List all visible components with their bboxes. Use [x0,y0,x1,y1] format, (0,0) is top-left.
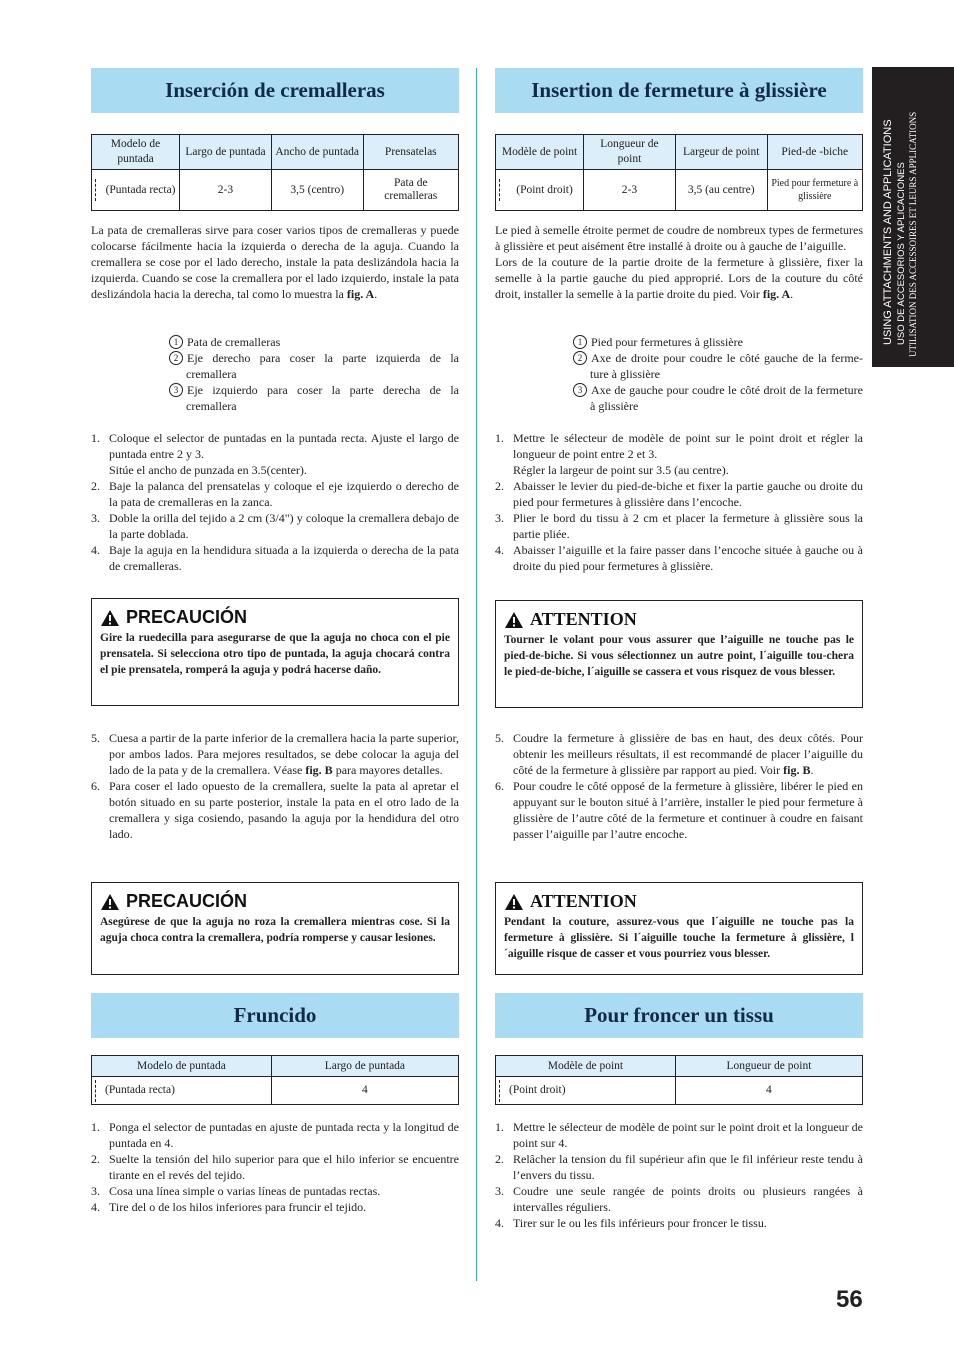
straight-stitch-icon [499,1080,500,1102]
table-cell: (Point droit) [496,1077,676,1105]
table-header: Modèle de point [496,135,584,170]
side-tab-label-en: USING ATTACHMENTS AND APPLICATIONS [882,119,894,345]
list-item: 2. Abaisser le levier du pied-de-biche et fixer la partie gauche ou droite du pied pour fermetures à glissière dans l’encoche. [495,479,863,509]
legend-list-es [169,334,459,414]
column-divider [476,68,477,1281]
legend-item: 2 Axe de droite pour coudre le côté gauche de la ferme-ture à glissière [573,350,863,382]
zipper-spec-table-es [91,134,459,211]
legend-item: 3 Axe de gauche pour coudre le côté droit de la fermeture à glissière [573,382,863,414]
list-item: 4. Tirer sur le ou les fils inférieurs pour froncer le tissu. [495,1216,767,1230]
caution-box-2-es [91,882,459,975]
warning-icon [100,609,120,627]
table-header: Largeur de point [675,135,767,170]
list-item: 6. Pour coudre le côté opposé de la fermeture à glissière, libérer le pied en appuyant sur le bouton situé à l’arrière, installer le pied pour fermeture à glissière de l’autre côté de la fermeture et continuer à coudre en faisant passer l’aiguille par l’autre encoche. [495,779,863,841]
list-item: 1. Coloque el selector de puntadas en la puntada recta. Ajuste el largo de puntada entre 2 y 3. Sitúe el ancho de punzada en 3.5(center). [91,431,459,477]
attention-text: Tourner le volant pour vous assurer que l’aiguille ne touche pas le pied-de-biche. Si vous sélectionnez un autre point, l´aiguille tou-chera le pied-de-biche, l´aiguille se cassera et vous risquez de vous blesser. [504,634,854,678]
list-item: 3. Coudre une seule rangée de points droits ou plusieurs rangées à intervalles réguliers. [495,1184,863,1214]
section-title-gathering-es: Fruncido [91,993,459,1038]
zipper-steps-fr [495,430,863,574]
gathering-steps-fr [495,1119,863,1231]
list-item: 3. Plier le bord du tissu à 2 cm et placer la fermeture à glissière sous la partie pliée. [495,511,863,541]
zipper-steps-2-es [91,730,459,842]
caution-text: Gire la ruedecilla para asegurarse de que la aguja no choca con el pie prensatela. Si selecciona otro tipo de puntada, la aguja chocará contra el pie prensatela, romperá la aguja y podrá hacerse daño. [100,632,450,676]
caution-box-1-es [91,598,459,706]
caution-text: Asegúrese de que la aguja no roza la cremallera mientras cose. Si la aguja choca contra la cremallera, podría romperse y causar lesiones. [100,916,450,944]
caution-title: PRECAUCIÓN [126,891,248,911]
table-cell: (Puntada recta) [92,170,180,211]
zipper-steps-2-fr [495,730,863,842]
zipper-steps-es [91,430,459,574]
list-item: 1. Ponga el selector de puntadas en ajuste de puntada recta y la longitud de puntada en 4. [91,1120,459,1150]
list-item: 2. Relâcher la tension du fil supérieur afin que le fil inférieur reste tendu à l’envers du tissu. [495,1152,863,1182]
side-tab-label-es: USO DE ACCESORIOS Y APLICACIONES [896,162,907,345]
zipper-intro-fr: Le pied à semelle étroite permet de coudre de nombreux types de fermetures à glissière et peut aisément être installé à droite ou à gauche de l’aiguille. Lors de la couture de la partie droite de la fermeture à glissière, fixer la semelle à la partie gauche du pied approprié. Lors de la couture du côté droit, installer la semelle à la partie droite du pied. Voir fig. A. [495,223,863,301]
list-item: 2. Suelte la tensión del hilo superior para que el hilo inferior se encuentre tirante en el revés del tejido. [91,1152,459,1182]
legend-item: 1 Pata de cremalleras [169,334,459,350]
table-cell: Pied pour fermeture à glissière [767,170,862,211]
list-item: 3. Cosa una línea simple o varias líneas de puntadas rectas. [91,1184,381,1198]
attention-box-1-fr [495,600,863,708]
gathering-spec-table-es [91,1055,459,1105]
list-item: 4. Baje la aguja en la hendidura situada a la izquierda o derecha de la pata de cremalleras. [91,543,459,573]
table-cell: 3,5 (au centre) [675,170,767,211]
table-header: Largo de puntada [180,135,272,170]
table-cell: 4 [271,1077,458,1105]
table-cell: 2-3 [584,170,676,211]
legend-list-fr [573,334,863,414]
table-cell: (Puntada recta) [92,1077,272,1105]
table-cell: Pata de cremalleras [363,170,458,211]
legend-item: 2 Eje derecho para coser la parte izquierda de la cremallera [169,350,459,382]
page-number: 56 [836,1286,863,1313]
table-header: Ancho de puntada [271,135,363,170]
gathering-steps-es [91,1119,459,1215]
legend-item: 1 Pied pour fermetures à glissière [573,334,863,350]
attention-title: ATTENTION [530,891,637,911]
table-cell: 2-3 [180,170,272,211]
table-cell: (Point droit) [496,170,584,211]
legend-item: 3 Eje izquierdo para coser la parte derecha de la cremallera [169,382,459,414]
attention-text: Pendant la couture, assurez-vous que l´aiguille ne touche pas la fermeture à glissière. Si l´aiguille touche la fermeture à glissière, l´aiguille risque de casser et vous pourriez vous blesser. [504,916,854,960]
attention-title: ATTENTION [530,609,637,629]
list-item: 1. Mettre le sélecteur de modèle de point sur le point droit et la longueur de point sur 4. [495,1120,863,1150]
list-item: 2. Baje la palanca del prensatelas y coloque el eje izquierdo o derecho de la pata de cremalleras en la zanca. [91,479,459,509]
table-cell: 4 [675,1077,862,1105]
straight-stitch-icon [95,1080,96,1102]
section-title-zipper-fr: Insertion de fermeture à glissière [495,68,863,113]
caution-title: PRECAUCIÓN [126,607,248,627]
warning-icon [504,893,524,911]
list-item: 4. Tire del o de los hilos inferiores para fruncir el tejido. [91,1200,367,1214]
zipper-intro-es: La pata de cremalleras sirve para coser varios tipos de cremalleras y puede colocarse fácilmente hacia la izquierda o derecha de la aguja. Cuando la cremallera se cose por el lado derecho, instale la pata deslizándola hacia la izquierda. Cuando se cose la cremallera por el lado izquierdo, instale la pata deslizándola hacia la derecha, tal como lo muestra la fig. A. [91,223,459,301]
list-item: 5. Cuesa a partir de la parte inferior de la cremallera hacia la parte superior, por ambos lados. Para mejores resultados, se debe colocar la aguja del lado de la pata y de la cremallera. Véase fig. B para mayores detalles. [91,731,459,777]
warning-icon [504,611,524,629]
table-header: Longueur de point [675,1056,862,1077]
attention-box-2-fr [495,882,863,975]
table-header: Modelo de puntada [92,135,180,170]
side-tab-label-fr: UTILISATION DES ACCESSOIRES ET LEURS APPLICATIONS [908,111,918,357]
table-cell: 3,5 (centro) [271,170,363,211]
table-header: Pied-de -biche [767,135,862,170]
straight-stitch-icon [95,179,96,201]
section-title-zipper-es: Inserción de cremalleras [91,68,459,113]
list-item: 1. Mettre le sélecteur de modèle de point sur le point droit et régler la longueur de point entre 2 et 3. Régler la largeur de point sur 3.5 (au centre). [495,431,863,477]
gathering-spec-table-fr [495,1055,863,1105]
table-header: Modelo de puntada [92,1056,272,1077]
list-item: 5. Coudre la fermeture à glissière de bas en haut, des deux côtés. Pour obtenir les meilleurs résultats, il est recommandé de placer l’aiguille du côté de la fermeture à glissière par rapport au pied. Voir fig. B. [495,731,863,777]
table-header: Largo de puntada [271,1056,458,1077]
table-header: Prensatelas [363,135,458,170]
warning-icon [100,893,120,911]
table-header: Modèle de point [496,1056,676,1077]
list-item: 4. Abaisser l’aiguille et la faire passer dans l’encoche située à gauche ou à droite du pied pour fermetures à glissière. [495,543,863,573]
section-title-gathering-fr: Pour froncer un tissu [495,993,863,1038]
table-header: Longueur de point [584,135,676,170]
zipper-spec-table-fr [495,134,863,211]
chapter-side-tab [872,67,954,367]
list-item: 3. Doble la orilla del tejido a 2 cm (3/4") y coloque la cremallera debajo de la parte doblada. [91,511,459,541]
straight-stitch-icon [499,179,500,201]
list-item: 6. Para coser el lado opuesto de la cremallera, suelte la pata al apretar el botón situado en su parte posterior, instale la pata en el otro lado de la cremallera y siga cosiendo, pasando la aguja por la hendidura del otro lado. [91,779,459,841]
